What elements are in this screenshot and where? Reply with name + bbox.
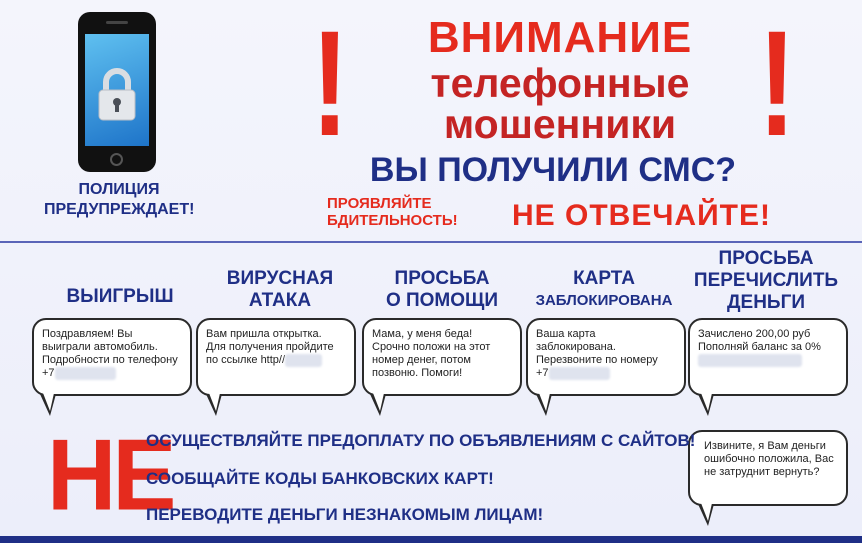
column-title-virus: ВИРУСНАЯ АТАКА — [226, 268, 334, 311]
column-title-transfer: ПРОСЬБА ПЕРЕЧИСЛИТЬ ДЕНЬГИ — [693, 248, 839, 313]
exclamation-left: ! — [311, 0, 349, 167]
phone-screen — [85, 34, 149, 146]
rule-transfer-strangers: ПЕРЕВОДИТЕ ДЕНЬГИ НЕЗНАКОМЫМ ЛИЦАМ! — [146, 505, 544, 524]
sms-bubble-prize: Поздравляем! Вы выиграли автомобиль. Подробности по телефону +70000000000 — [32, 318, 192, 396]
headline-phone: телефонные — [430, 60, 690, 106]
redacted-number: 0000000000 — [548, 367, 610, 379]
phone-speaker — [106, 21, 128, 24]
headline-attention: ВНИМАНИЕ — [427, 13, 693, 62]
exclamation-right: ! — [758, 0, 796, 167]
redacted-number: 00000000000000000 — [698, 354, 803, 366]
sms-bubble-transfer: Зачислено 200,00 руб Пополняй баланс за 0% 00000000000000000 — [688, 318, 848, 396]
sms-question: ВЫ ПОЛУЧИЛИ СМС? — [369, 151, 737, 189]
police-warns-label: ПОЛИЦИЯ ПРЕДУПРЕЖДАЕТ! — [44, 181, 195, 218]
smartphone-icon — [78, 12, 156, 172]
vigilance-note: ПРОЯВЛЯЙТЕ БДИТЕЛЬНОСТЬ! — [327, 195, 458, 229]
rule-prepayment: ОСУЩЕСТВЛЯЙТЕ ПРЕДОПЛАТУ ПО ОБЪЯВЛЕНИЯМ С САЙТОВ! — [146, 431, 696, 450]
column-title-card-blocked: КАРТА ЗАБЛОКИРОВАНА — [535, 268, 673, 309]
sms-bubble-virus: Вам пришла открытка. Для получения пройдите по ссылке http//000000 — [196, 318, 356, 396]
column-title-help: ПРОСЬБА О ПОМОЩИ — [385, 268, 499, 311]
home-button — [110, 153, 123, 166]
padlock-icon — [97, 66, 137, 122]
sms-bubble-card-blocked: Ваша карта заблокирована. Перезвоните по номеру +70000000000 — [526, 318, 686, 396]
redacted-number: 0000000000 — [54, 367, 116, 379]
redacted-link: 000000 — [285, 354, 322, 366]
do-not-reply: НЕ ОТВЕЧАЙТЕ! — [512, 199, 771, 232]
column-title-prize: ВЫИГРЫШ — [66, 286, 174, 307]
bottom-bar — [0, 536, 862, 543]
sms-bubble-help: Мама, у меня беда! Срочно положи на этот номер денег, потом позвоню. Помоги! — [362, 318, 522, 396]
divider — [0, 241, 862, 243]
headline-scammers: мошенники — [443, 101, 677, 147]
big-do-not: НЕ — [47, 419, 173, 532]
rule-card-codes: СООБЩАЙТЕ КОДЫ БАНКОВСКИХ КАРТ! — [146, 469, 494, 488]
sms-bubble-mistaken-payment: Извините, я Вам деньги ошибочно положила, Вас не затруднит вернуть? — [688, 430, 848, 506]
